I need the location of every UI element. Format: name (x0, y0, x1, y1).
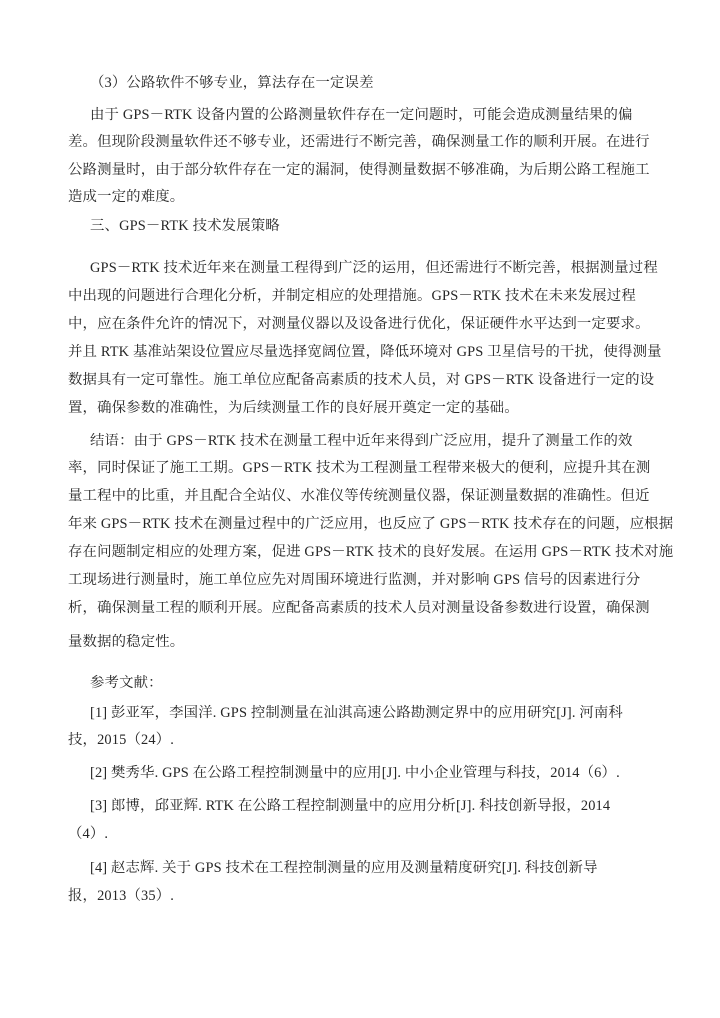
conclusion-line-1: 结语：由于 GPS－RTK 技术在测量工程中近年来得到广泛应用，提升了测量工作的效 (90, 433, 633, 449)
section-heading-development-strategy: 三、GPS－RTK 技术发展策略 (90, 218, 280, 234)
reference-3-line-1: [3] 郎博，邱亚辉. RTK 在公路工程控制测量中的应用分析[J]. 科技创新导报，2014 (90, 798, 611, 814)
reference-3-line-2: （4）. (68, 826, 109, 842)
conclusion-line-8: 量数据的稳定性。 (68, 634, 185, 650)
paragraph-1-line-3: 公路测量时，由于部分软件存在一定的漏洞，使得测量数据不够准确，为后期公路工程施工 (68, 162, 650, 178)
conclusion-line-5: 存在问题制定相应的处理方案，促进 GPS－RTK 技术的良好发展。在运用 GPS－RTK 技术对施 (68, 544, 674, 560)
reference-1-line-2: 技，2015（24）. (68, 732, 174, 748)
references-heading: 参考文献： (90, 675, 163, 691)
paragraph-2-line-2: 中出现的问题进行合理化分析，并制定相应的处理措施。GPS－RTK 技术在未来发展过程 (68, 288, 636, 304)
paragraph-2-line-5: 数据具有一定可靠性。施工单位应配备高素质的技术人员，对 GPS－RTK 设备进行一定的设 (68, 372, 655, 388)
conclusion-line-6: 工现场进行测量时，施工单位应先对周围环境进行监测，并对影响 GPS 信号的因素进行分 (68, 572, 641, 588)
reference-2-line-1: [2] 樊秀华. GPS 在公路工程控制测量中的应用[J]. 中小企业管理与科技，2014（6）. (90, 765, 620, 781)
paragraph-2-line-3: 中，应在条件允许的情况下，对测量仪器以及设备进行优化，保证硬件水平达到一定要求。 (68, 316, 650, 332)
paragraph-1-line-1: 由于 GPS－RTK 设备内置的公路测量软件存在一定问题时，可能会造成测量结果的偏 (90, 107, 633, 123)
reference-4-line-2: 报，2013（35）. (68, 888, 174, 904)
reference-4-line-1: [4] 赵志辉. 关于 GPS 技术在工程控制测量的应用及测量精度研究[J]. 科技创新导 (90, 860, 598, 876)
conclusion-line-7: 析，确保测量工程的顺利开展。应配备高素质的技术人员对测量设备参数进行设置，确保测 (68, 600, 650, 616)
conclusion-line-2: 率，同时保证了施工工期。GPS－RTK 技术为工程测量工程带来极大的便利，应提升其在测 (68, 460, 651, 476)
reference-1-line-1: [1] 彭亚军，李国洋. GPS 控制测量在汕淇高速公路勘测定界中的应用研究[J]. 河南科 (90, 705, 623, 721)
conclusion-line-3: 量工程中的比重，并且配合全站仪、水准仪等传统测量仪器，保证测量数据的准确性。但近 (68, 488, 650, 504)
paragraph-2-line-4: 并且 RTK 基准站架设位置应尽量选择宽阔位置，降低环境对 GPS 卫星信号的干扰，使得测量 (68, 344, 662, 360)
paragraph-1-line-2: 差。但现阶段测量软件还不够专业，还需进行不断完善，确保测量工作的顺利开展。在进行 (68, 134, 650, 150)
paragraph-1-line-4: 造成一定的难度。 (68, 189, 185, 205)
conclusion-line-4: 年来 GPS－RTK 技术在测量过程中的广泛应用，也反应了 GPS－RTK 技术存在的问题，应根据 (68, 516, 674, 532)
paragraph-2-line-1: GPS－RTK 技术近年来在测量工程得到广泛的运用，但还需进行不断完善，根据测量过程 (90, 260, 658, 276)
subheading-software-issues: （3）公路软件不够专业，算法存在一定误差 (90, 75, 374, 91)
paragraph-2-line-6: 置，确保参数的准确性，为后续测量工作的良好展开奠定一定的基础。 (68, 400, 519, 416)
